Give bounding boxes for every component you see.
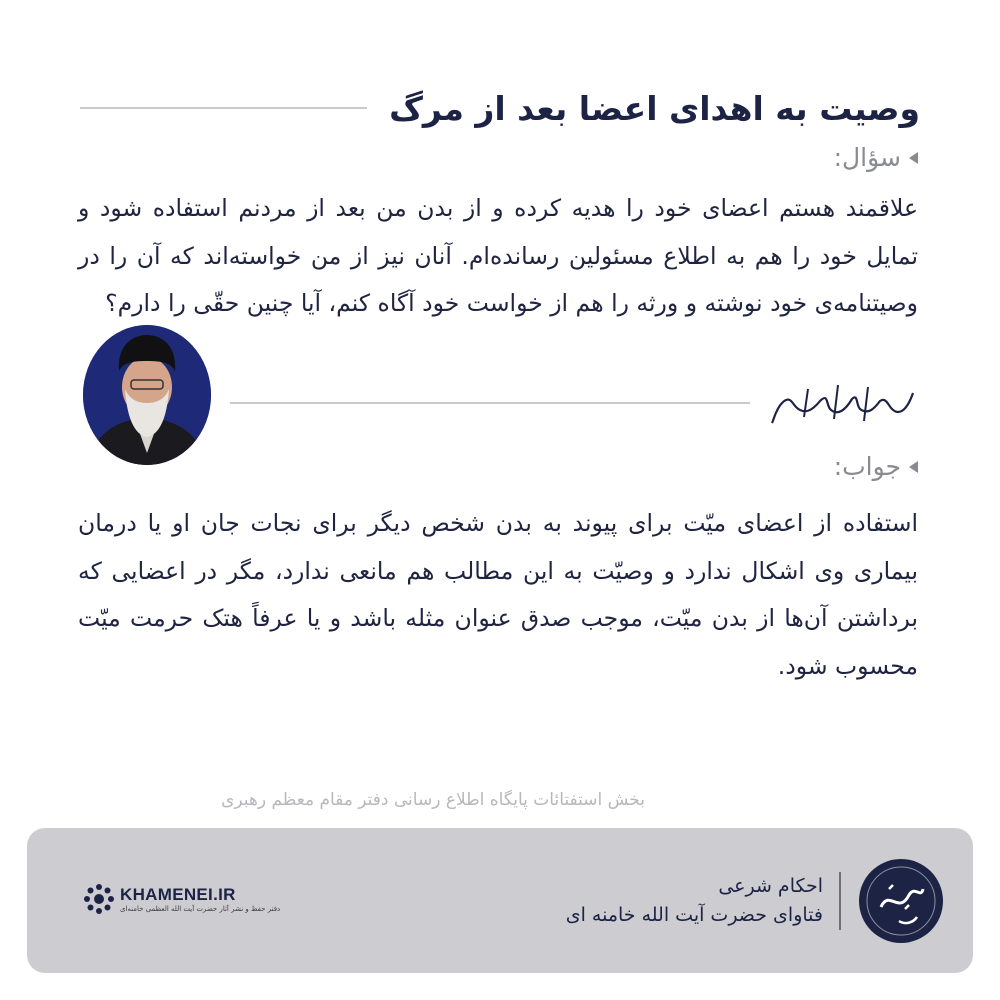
signature-divider xyxy=(230,402,750,404)
triangle-left-icon xyxy=(909,461,918,473)
brand-subtitle: دفتر حفظ و نشر آثار حضرت آیت الله العظمی خامنه‌ای xyxy=(120,905,281,913)
khamenei-logo-icon xyxy=(82,882,116,916)
source-credit: بخش استفتائات پایگاه اطلاع رسانی دفتر مقام معظم رهبری xyxy=(221,790,645,810)
question-label xyxy=(834,143,918,172)
footer-caption xyxy=(566,872,823,930)
signature-calligraphy xyxy=(768,379,918,427)
emblem-graphic xyxy=(859,859,943,943)
answer-text: استفاده از اعضای میّت برای پیوند به بدن شخص دیگر برای نجات جان او یا درمان بیماری وی اشکال ندارد و وصیّت به این مطالب هم مانعی ندارد، مگر در اعضایی که برداشتن آن‌ها از بدن میّت، موجب صدق عنوان مثله باشد و یا عرفاً هتک حرمت میّت محسوب شود. xyxy=(78,509,918,680)
brand-name: KHAMENEI.IR xyxy=(120,885,236,904)
portrait-illustration xyxy=(83,325,211,465)
question-text: علاقمند هستم اعضای خود را هدیه کرده و از بدن من بعد از مردنم استفاده شود و تمایل خود را هم به اطلاع مسئولین رسانده‌ام. آنان نیز از من خواسته‌اند که آن را در وصیتنامه‌ی خود نوشته و ورثه را هم از خواست خود آگاه کنم، آیا چنین حقّی را دارم؟ xyxy=(78,194,918,317)
portrait-image xyxy=(83,325,211,465)
footer-line2: فتاوای حضرت آیت الله خامنه ای xyxy=(565,904,823,926)
footer-line1: احکام شرعی xyxy=(718,875,823,897)
page-title: وصیت به اهدای اعضا بعد از مرگ xyxy=(389,88,920,128)
answer-label xyxy=(834,452,918,481)
footer-divider xyxy=(839,872,841,930)
title-divider xyxy=(80,107,367,109)
footer-banner xyxy=(27,828,973,973)
question-label-text: سؤال: xyxy=(833,143,901,172)
brand-logo[interactable] xyxy=(82,882,280,916)
signature-row xyxy=(230,378,918,428)
title-row xyxy=(80,78,920,138)
answer-label-text: جواب: xyxy=(833,452,901,481)
fatwa-emblem-icon xyxy=(859,859,943,943)
triangle-left-icon xyxy=(909,152,918,164)
